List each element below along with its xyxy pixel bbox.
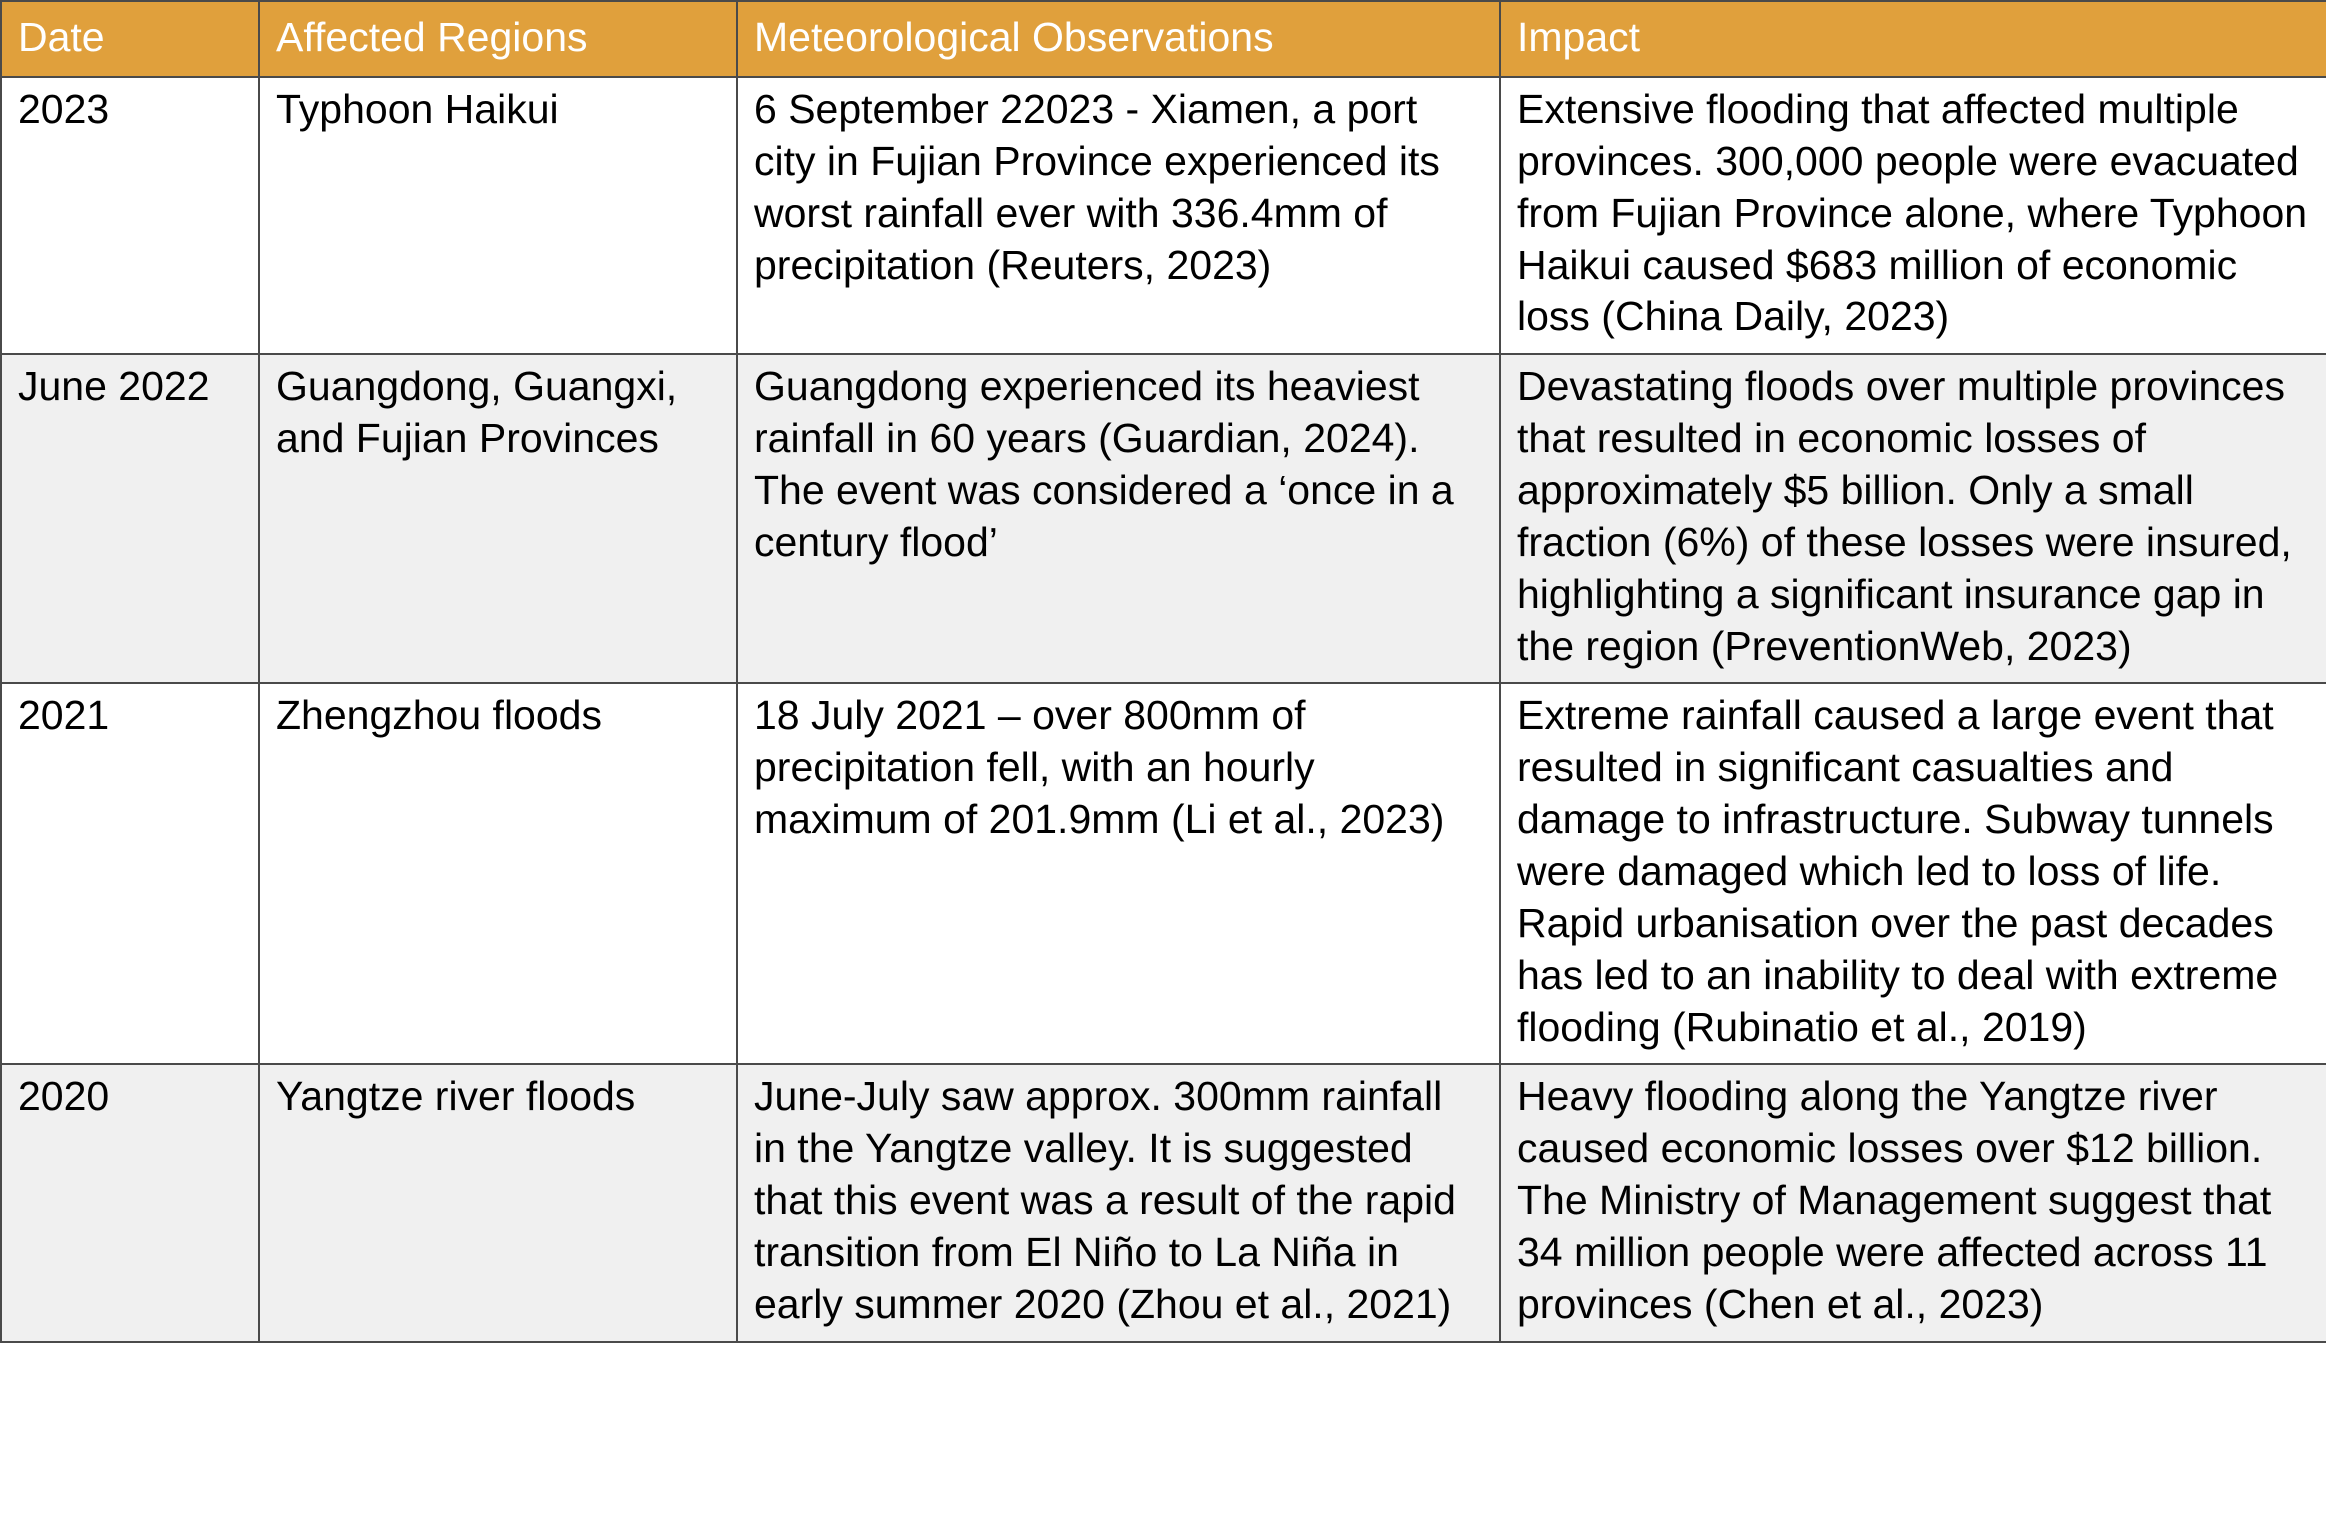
cell-regions [259,354,737,683]
table-row [1,77,2326,354]
cell-regions-text: Guangdong, Guangxi, and Fujian Provinces [276,363,689,462]
cell-meteo [737,683,1500,1064]
table-row [1,683,2326,1064]
cell-regions [259,1064,737,1341]
cell-impact [1500,354,2326,683]
cell-impact-text: Heavy flooding along the Yangtze river caused economic losses over $12 billion. The Ministry of Management suggest that 34 million people were affected across 11 provinces (Chen et al., 2023) [1517,1073,2283,1327]
cell-date-text: 2023 [18,86,110,132]
cell-meteo-text: Guangdong experienced its heaviest rainfall in 60 years (Guardian, 2024). The event was considered a ‘once in a century flood’ [754,363,1466,565]
cell-date [1,1064,259,1341]
column-header-meteo: Meteorological Observations [737,1,1500,77]
cell-impact-text: Extensive flooding that affected multiple provinces. 300,000 people were evacuated from Fujian Province alone, where Typhoon Haikui caused $683 million of economic loss (China Daily, 2023) [1517,86,2319,340]
column-header-impact: Impact [1500,1,2326,77]
cell-impact [1500,77,2326,354]
cell-meteo-text: 18 July 2021 – over 800mm of precipitation fell, with an hourly maximum of 201.9mm (Li et al., 2023) [754,692,1445,843]
cell-meteo-text: 6 September 22023 - Xiamen, a port city in Fujian Province experienced its worst rainfall ever with 336.4mm of precipitation (Reuters, 2023) [754,86,1452,288]
cell-impact-text: Devastating floods over multiple provinces that resulted in economic losses of approximately $5 billion. Only a small fraction (6%) of these losses were insured, highlighting a significant insurance gap in the region (PreventionWeb, 2023) [1517,363,2304,669]
column-header-date: Date [1,1,259,77]
cell-regions-text: Zhengzhou floods [276,692,602,739]
cell-meteo [737,354,1500,683]
table-header-row [1,1,2326,77]
cell-date [1,683,259,1064]
cell-impact [1500,1064,2326,1341]
cell-meteo [737,1064,1500,1341]
table-row [1,354,2326,683]
cell-regions-text: Yangtze river floods [276,1073,636,1120]
column-header-regions: Affected Regions [259,1,737,77]
table-body [1,77,2326,1342]
cell-date-text: June 2022 [18,363,210,410]
cell-date-text: 2020 [18,1073,110,1120]
cell-regions [259,77,737,354]
cell-meteo [737,77,1500,354]
cell-impact [1500,683,2326,1064]
cell-meteo-text: June-July saw approx. 300mm rainfall in the Yangtze valley. It is suggested that this event was a result of the rapid transition from El Niño to La Niña in early summer 2020 (Zhou et al., 2021) [754,1073,1468,1327]
table-row [1,1064,2326,1341]
cell-date [1,354,259,683]
cell-regions [259,683,737,1064]
table-header [1,1,2326,77]
cell-impact-text: Extreme rainfall caused a large event that resulted in significant casualties and damage to infrastructure. Subway tunnels were damaged which led to loss of life. Rapid urbanisation over the past decades has led to an inability to deal with extreme flooding (Rubinatio et al., 2019) [1517,692,2290,1050]
cell-date-text: 2021 [18,692,110,739]
cell-date [1,77,259,354]
cell-regions-text: Typhoon Haikui [276,86,559,132]
